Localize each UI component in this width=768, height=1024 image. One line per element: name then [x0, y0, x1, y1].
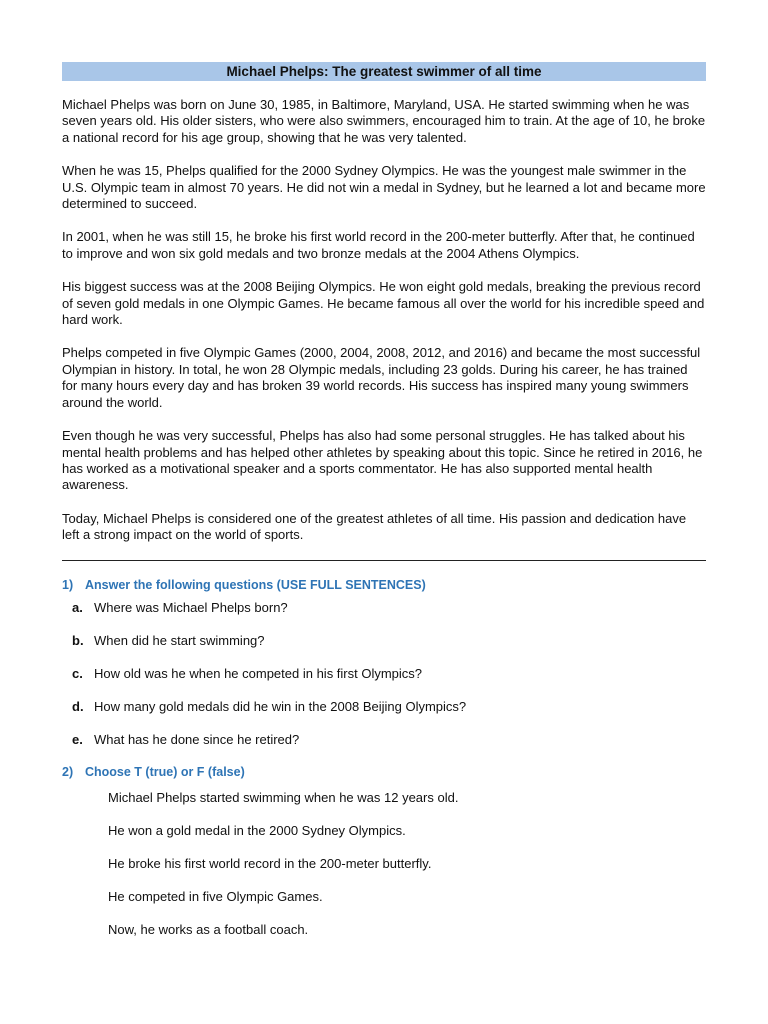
- passage-paragraph-2: When he was 15, Phelps qualified for the 2000 Sydney Olympics. He was the youngest male swimmer in the U.S. Olympic team in almost 70 years. He did not win a medal in Sydney, but he learned a lot and became more determined to succeed.: [62, 163, 706, 212]
- passage-paragraph-5: Phelps competed in five Olympic Games (2000, 2004, 2008, 2012, and 2016) and became the most successful Olympian in history. In total, he won 28 Olympic medals, including 23 golds. During his career, he has trained for many hours every day and has broken 39 world records. His success has inspired many young swimmers around the world.: [62, 345, 701, 410]
- section-divider: [62, 560, 706, 561]
- question-text: How many gold medals did he win in the 2008 Beijing Olympics?: [94, 698, 467, 714]
- passage-paragraph-6: Even though he was very successful, Phelps has also had some personal struggles. He has talked about his mental health problems and has helped other athletes by speaking about this topic. Since he retired in 2016, he has worked as a motivational speaker and a sports commentator. He has also supported mental health awareness.: [62, 428, 703, 493]
- true-false-statement: He broke his first world record in the 200-meter butterfly.: [108, 855, 432, 871]
- question-item: [62, 699, 706, 715]
- passage-paragraph-1: Michael Phelps was born on June 30, 1985, in Baltimore, Maryland, USA. He started swimming when he was seven years old. His older sisters, who were also swimmers, encouraged him to train. At the age of 10, he broke a national record for his age group, showing that he was very talented.: [62, 97, 706, 145]
- true-false-statement: He competed in five Olympic Games.: [108, 888, 323, 904]
- reading-passage: [62, 97, 706, 544]
- true-false-list: [62, 790, 706, 938]
- true-false-statement: Now, he works as a football coach.: [108, 921, 309, 937]
- question-text: How old was he when he competed in his first Olympics?: [94, 665, 423, 681]
- true-false-statement: Michael Phelps started swimming when he was 12 years old.: [108, 789, 459, 805]
- questions-heading: [62, 578, 706, 592]
- passage-paragraph-7: Today, Michael Phelps is considered one of the greatest athletes of all time. His passion and dedication have left a strong impact on the world of sports.: [62, 510, 687, 543]
- question-letter: e.: [72, 731, 83, 747]
- true-false-heading-number: 2): [62, 764, 74, 779]
- question-letter: b.: [72, 632, 84, 648]
- question-letter: d.: [72, 698, 84, 714]
- passage-paragraph-4: His biggest success was at the 2008 Beijing Olympics. He won eight gold medals, breaking the previous record of seven gold medals in one Olympic Games. He became famous all over the world for his incredible speed and hard work.: [62, 279, 705, 328]
- true-false-heading: [62, 765, 706, 779]
- questions-heading-number: 1): [62, 577, 74, 592]
- document-title: Michael Phelps: The greatest swimmer of all time: [226, 64, 542, 79]
- question-item: [62, 732, 706, 748]
- worksheet-page: [62, 62, 706, 955]
- questions-heading-text: Answer the following questions (USE FULL SENTENCES): [85, 577, 426, 592]
- true-false-statement: He won a gold medal in the 2000 Sydney Olympics.: [108, 822, 406, 838]
- question-letter: a.: [72, 599, 83, 615]
- questions-section: [62, 578, 706, 748]
- true-false-section: [62, 765, 706, 938]
- question-list: [62, 600, 706, 748]
- question-item: [62, 633, 706, 649]
- true-false-heading-text: Choose T (true) or F (false): [85, 764, 245, 779]
- question-item: [62, 600, 706, 616]
- question-item: [62, 666, 706, 682]
- question-text: When did he start swimming?: [94, 632, 265, 648]
- passage-paragraph-3: In 2001, when he was still 15, he broke his first world record in the 200-meter butterfly. After that, he continued to improve and won six gold medals and two bronze medals at the 2004 Athens Olympics.: [62, 229, 695, 261]
- question-text: Where was Michael Phelps born?: [94, 599, 288, 615]
- document-title-bar: [62, 62, 706, 81]
- question-text: What has he done since he retired?: [94, 731, 300, 747]
- question-letter: c.: [72, 665, 83, 681]
